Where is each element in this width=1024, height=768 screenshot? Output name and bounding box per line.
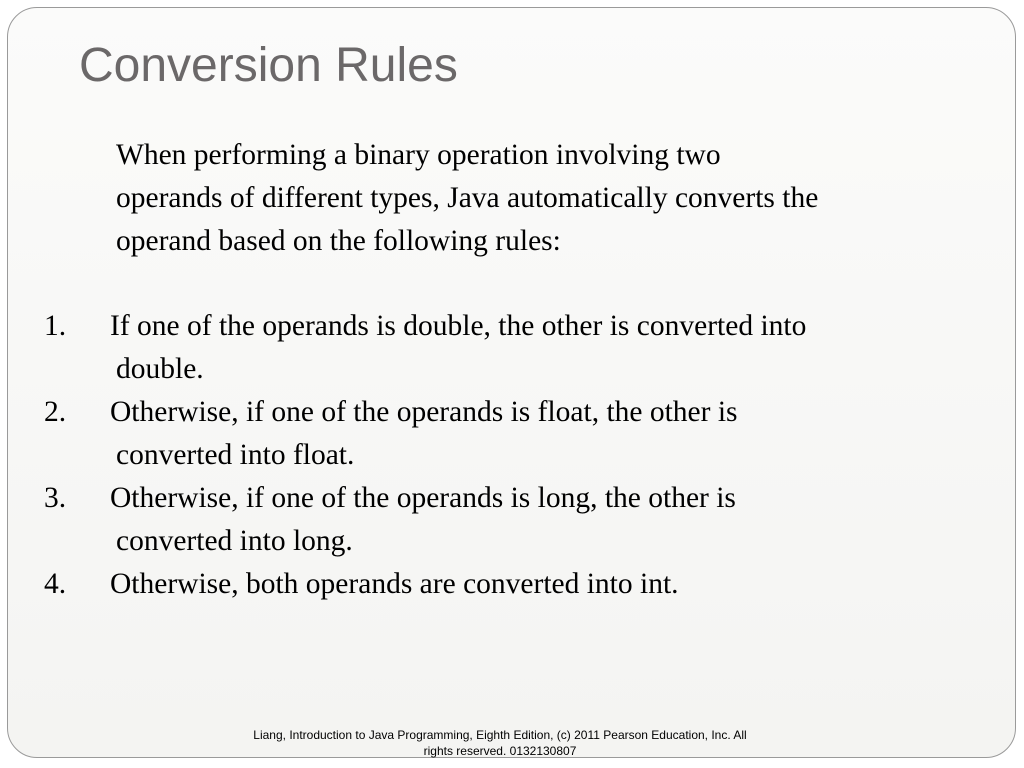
rule-item-2	[44, 391, 976, 477]
rule-number-2: 2.	[44, 396, 67, 428]
rules-list	[44, 305, 976, 606]
intro-line-2: operands of different types, Java automatically converts the	[116, 182, 819, 214]
rule-text-2-line-1: Otherwise, if one of the operands is float, the other is	[110, 396, 738, 428]
footer-line-2: rights reserved. 0132130807	[423, 744, 577, 758]
intro-line-1: When performing a binary operation involving two	[116, 139, 721, 171]
rule-text-4-line-1: Otherwise, both operands are converted into int.	[110, 568, 679, 600]
rule-number-1: 1.	[44, 310, 67, 342]
rule-text-1-line-2: double.	[116, 353, 204, 385]
rule-item-1	[44, 305, 976, 391]
intro-line-3: operand based on the following rules:	[116, 225, 561, 257]
intro-paragraph	[116, 134, 976, 263]
slide-title: Conversion Rules	[79, 39, 458, 92]
rule-number-3: 3.	[44, 482, 67, 514]
footer-line-1: Liang, Introduction to Java Programming, Eighth Edition, (c) 2011 Pearson Education, Inc. All	[253, 728, 747, 742]
rule-text-3-line-2: converted into long.	[116, 525, 353, 557]
rule-text-3-line-1: Otherwise, if one of the operands is long, the other is	[110, 482, 736, 514]
rule-item-4	[44, 563, 976, 606]
rule-text-1-line-1: If one of the operands is double, the other is converted into	[110, 310, 807, 342]
rule-text-2-line-2: converted into float.	[116, 439, 355, 471]
footer-copyright	[190, 727, 810, 759]
rule-number-4: 4.	[44, 568, 67, 600]
rule-item-3	[44, 477, 976, 563]
